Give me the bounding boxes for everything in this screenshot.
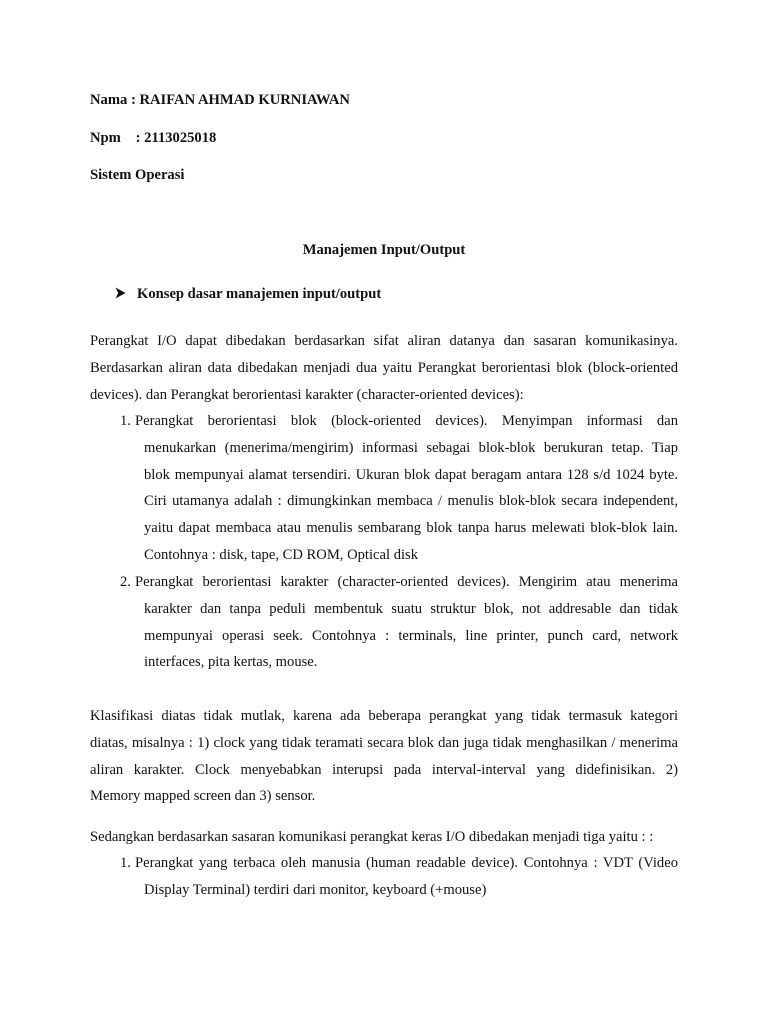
paragraph-line: devices). dan Perangkat berorientasi karakter (character-oriented devices): [90, 386, 524, 403]
list-item-line: interfaces, pita kertas, mouse. [144, 654, 318, 671]
section-heading: Konsep dasar manajemen input/output [137, 286, 382, 302]
section-heading-row [115, 286, 381, 303]
npm-label: Npm [90, 130, 121, 146]
list-item-line: mempunyai operasi seek. Contohnya : terminals, line printer, punch card, network [144, 627, 678, 644]
paragraph-line: Klasifikasi diatas tidak mutlak, karena ada beberapa perangkat yang tidak termasuk kategori [90, 708, 678, 724]
npm-value: : 2113025018 [135, 130, 217, 146]
intro-paragraph [90, 328, 678, 408]
list-item-number: 1. [120, 413, 131, 429]
list-item-number: 2. [120, 574, 131, 590]
paragraph-line: aliran karakter. Clock menyebabkan interupsi pada interval-interval yang didefinisikan. 2) [90, 761, 678, 778]
list-item-line: Display Terminal) terdiri dari monitor, keyboard (+mouse) [144, 881, 487, 898]
list-item-character-devices [120, 569, 678, 676]
list-item-line: yaitu dapat membaca atau menulis sembarang blok tanpa harus melewati blok-blok lain. [144, 520, 678, 537]
list-item-block-devices [120, 408, 678, 569]
paragraph-line: Berdasarkan aliran data dibedakan menjadi dua yaitu Perangkat berorientasi blok (block-oriented [90, 359, 678, 376]
list-item-line: blok mempunyai alamat tersendiri. Ukuran blok dapat beragam antara 128 s/d 1024 byte. [144, 466, 678, 483]
communication-paragraph [90, 824, 678, 851]
list-item-line: Perangkat berorientasi karakter (character-oriented devices). Mengirim atau menerima [135, 574, 678, 590]
list-item-line: Contohnya : disk, tape, CD ROM, Optical disk [144, 546, 419, 563]
list-item-line: Perangkat yang terbaca oleh manusia (human readable device). Contohnya : VDT (Video [135, 855, 678, 871]
classification-paragraph [90, 703, 678, 810]
student-name-line: Nama : RAIFAN AHMAD KURNIAWAN [90, 92, 350, 108]
course-name: Sistem Operasi [90, 167, 185, 183]
student-npm-line [90, 130, 216, 147]
list-item-line: Perangkat berorientasi blok (block-oriented devices). Menyimpan informasi dan [135, 413, 678, 429]
paragraph-line: Perangkat I/O dapat dibedakan berdasarkan sifat aliran datanya dan sasaran komunikasinya. [90, 333, 678, 349]
list-item-line: Ciri utamanya adalah : dimungkinkan membaca / menulis blok-blok secara independent, [144, 493, 678, 510]
list-item-human-readable [120, 850, 678, 904]
list-item-line: menukarkan (menerima/mengirim) informasi sebagai blok-blok berukuran tetap. Tiap [144, 439, 678, 456]
document-title: Manajemen Input/Output [302, 242, 466, 258]
list-item-number: 1. [120, 855, 131, 871]
paragraph-line: Sedangkan berdasarkan sasaran komunikasi perangkat keras I/O dibedakan menjadi tiga yaitu : : [90, 829, 654, 845]
list-item-line: karakter dan tanpa peduli membentuk suatu struktur blok, not addresable dan tidak [144, 600, 678, 617]
paragraph-line: diatas, misalnya : 1) clock yang tidak teramati secara blok dan juga tidak menghasilkan / menerima [90, 734, 678, 751]
arrowhead-bullet-icon [115, 286, 137, 302]
paragraph-line: Memory mapped screen dan 3) sensor. [90, 788, 316, 805]
